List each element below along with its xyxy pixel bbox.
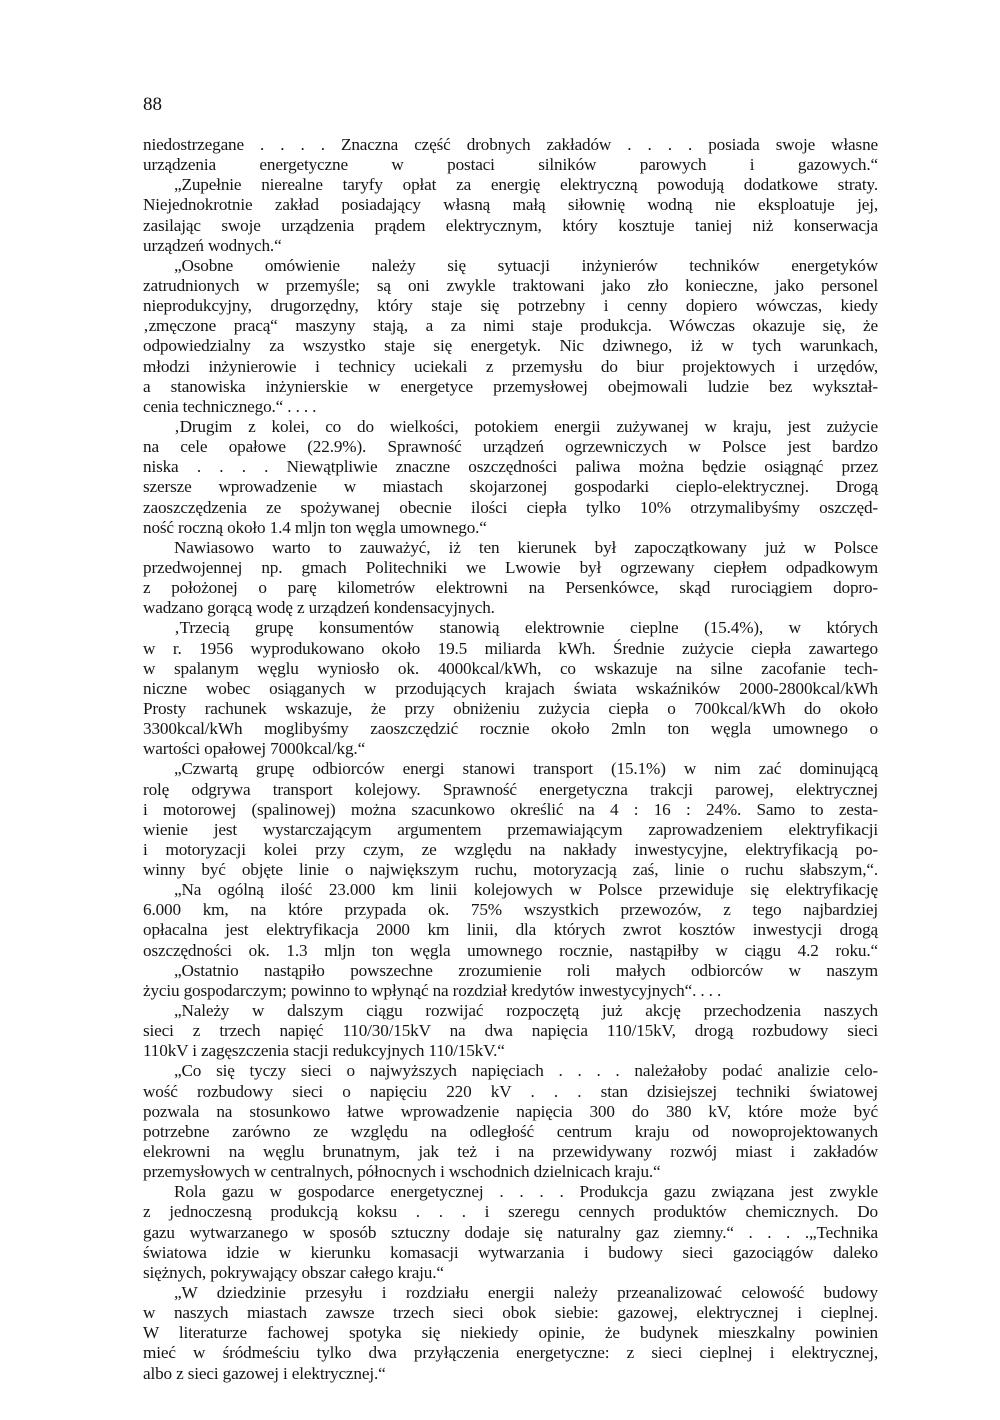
text-line: zasilając swoje urządzenia prądem elektrycznym, który kosztuje taniej niż konserwacja: [143, 215, 878, 235]
text-line: siężnych, pokrywający obszar całego kraju.“: [143, 1262, 444, 1282]
text-line: „W dziedzinie przesyłu i rozdziału energii należy przeanalizować celowość budowy: [174, 1283, 878, 1303]
text-line: pozwala na stosunkowo łatwe wprowadzenie napięcia 300 do 380 kV, które może być: [143, 1101, 878, 1121]
text-line: i motorowej (spalinowej) można szacunkowo określić na 4 : 16 : 24%. Samo to zesta-: [143, 799, 878, 819]
text-line: ‚zmęczone pracą“ maszyny stają, a za nimi staje produkcja. Wówczas okazuje się, że: [143, 316, 878, 336]
text-line: wartości opałowej 7000kcal/kg.“: [143, 739, 366, 759]
text-line: „Na ogólną ilość 23.000 km linii kolejowych w Polsce przewiduje się elektryfikację: [174, 880, 878, 900]
text-line: przemysłowych w centralnych, północnych i wschodnich dzielnicach kraju.“: [143, 1162, 661, 1182]
text-line: odpowiedzialny za wszystko staje się energetyk. Nic dziwnego, iż w tych warunkach,: [143, 336, 878, 356]
text-line: ‚Drugim z kolei, co do wielkości, potokiem energii zużywanej w kraju, jest zużycie: [174, 416, 878, 436]
text-line: urządzeń wodnych.“: [143, 235, 282, 255]
text-line: ność roczną około 1.4 mljn ton węgla umownego.“: [143, 517, 487, 537]
text-line: wienie jest wystarczającym argumentem przemawiającym zaprowadzeniem elektryfikacji: [143, 819, 878, 839]
text-line: W literaturze fachowej spotyka się niekiedy opinie, że budynek mieszkalny powinien: [143, 1323, 878, 1343]
text-line: wość rozbudowy sieci o napięciu 220 kV . . . stan dzisiejszej techniki światowej: [143, 1081, 878, 1101]
text-line: oszczędności ok. 1.3 mljn ton węgla umownego rocznie, nastąpiłby w ciągu 4.2 roku.“: [143, 940, 878, 960]
text-line: 110kV i zagęszczenia stacji redukcyjnych 110/15kV.“: [143, 1041, 505, 1061]
text-line: wadzano gorącą wodę z urządzeń kondensacyjnych.: [143, 598, 495, 618]
text-line: na cele opałowe (22.9%). Sprawność urządzeń ogrzewniczych w Polsce jest bardzo: [143, 437, 878, 457]
text-line: młodzi inżynierowie i technicy uciekali z przemysłu do biur projektowych i urzędów,: [143, 356, 878, 376]
text-line: rolę odgrywa transport kolejowy. Sprawność energetyczna trakcji parowej, elektrycznej: [143, 779, 878, 799]
text-line: opłacalna jest elektryfikacja 2000 km linii, dla których zwrot kosztów inwestycji drogą: [143, 920, 878, 940]
text-line: przedwojennej np. gmach Politechniki we Lwowie był ogrzewany ciepłem odpadkowym: [143, 557, 878, 577]
text-line: Niejednokrotnie zakład posiadający własną małą siłownię wodną nie eksploatuje jej,: [143, 195, 878, 215]
text-line: sieci z trzech napięć 110/30/15kV na dwa napięcia 110/15kV, drogą rozbudowy sieci: [143, 1021, 878, 1041]
text-line: w spalanym węglu wyniosło ok. 4000kcal/kWh, co wskazuje na silne zacofanie tech-: [143, 658, 878, 678]
text-line: życiu gospodarczym; powinno to wpłynąć na rozdział kredytów inwestycyjnych“. . . .: [143, 980, 722, 1000]
text-line: w naszych miastach zawsze trzech sieci obok siebie: gazowej, elektrycznej i cieplnej.: [143, 1303, 878, 1323]
text-line: „Ostatnio nastąpiło powszechne zrozumienie roli małych odbiorców w naszym: [174, 960, 878, 980]
text-line: „Co się tyczy sieci o najwyższych napięciach . . . . należałoby podać analizie celo-: [174, 1061, 878, 1081]
text-line: cenia technicznego.“ . . . .: [143, 396, 317, 416]
text-line: Prosty rachunek wskazuje, że przy obniżeniu zużycia ciepła o 700kcal/kWh do około: [143, 698, 878, 718]
text-line: „Zupełnie nierealne taryfy opłat za energię elektryczną powodują dodatkowe straty.: [174, 175, 878, 195]
text-line: w r. 1956 wyprodukowano około 19.5 miliarda kWh. Średnie zużycie ciepła zawartego: [143, 638, 878, 658]
text-line: 6.000 km, na które przypada ok. 75% wszystkich przewozów, z tego najbardziej: [143, 900, 878, 920]
body-text: [143, 135, 878, 1384]
text-line: a stanowiska inżynierskie w energetyce przemysłowej obejmowali ludzie bez wykształ-: [143, 376, 878, 396]
text-line: niska . . . . Niewątpliwie znaczne oszczędności paliwa można będzie osiągnąć przez: [143, 457, 878, 477]
text-line: mieć w śródmeściu tylko dwa przyłączenia energetyczne: z sieci cieplnej i elektrycznej,: [143, 1343, 878, 1363]
text-line: „Czwartą grupę odbiorców energi stanowi transport (15.1%) w nim zać dominującą: [174, 759, 878, 779]
text-line: Rola gazu w gospodarce energetycznej . . . . Produkcja gazu związana jest zwykle: [174, 1182, 878, 1202]
text-line: ‚Trzecią grupę konsumentów stanowią elektrownie cieplne (15.4%), w których: [174, 618, 878, 638]
text-line: „Należy w dalszym ciągu rozwijać rozpoczętą już akcję przechodzenia naszych: [174, 1001, 878, 1021]
text-line: gazu wytwarzanego w sposób sztuczny dodaje się naturalny gaz ziemny.“ . . . .„Technika: [143, 1222, 878, 1242]
text-line: niedostrzegane . . . . Znaczna część drobnych zakładów . . . . posiada swoje własne: [143, 135, 878, 154]
text-line: elekrowni na węglu brunatnym, jak też i na przewidywany rozwój miast i zakładów: [143, 1142, 878, 1162]
text-line: zatrudnionych w przemyśle; są oni zwykle traktowani jako zło konieczne, jako personel: [143, 275, 878, 295]
text-line: Nawiasowo warto to zauważyć, iż ten kierunek był zapoczątkowany już w Polsce: [174, 537, 878, 557]
text-line: albo z sieci gazowej i elektrycznej.“: [143, 1363, 386, 1383]
text-line: zaoszczędzenia ze spożywanej obecnie ilości ciepła tylko 10% otrzymalibyśmy oszczęd-: [143, 497, 878, 517]
text-line: potrzebne zarówno ze względu na odległość centrum kraju od nowoprojektowanych: [143, 1121, 878, 1141]
text-line: z położonej o parę kilometrów elektrowni na Persenkówce, skąd rurociągiem dopro-: [143, 578, 878, 598]
text-line: winny być objęte linie o największym ruchu, motoryzacją zaś, linie o ruchu słabszym,“.: [143, 860, 878, 880]
text-line: i motoryzacji kolei przy czym, ze względu na nakłady inwestycyjne, elektryfikacją po-: [143, 839, 878, 859]
text-line: „Osobne omówienie należy się sytuacji inżynierów techników energetyków: [174, 255, 878, 275]
text-line: urządzenia energetyczne w postaci silników parowych i gazowych.“: [143, 155, 878, 175]
text-line: 3300kcal/kWh moglibyśmy zaoszczędzić rocznie około 2mln ton węgla umownego o: [143, 719, 878, 739]
text-line: z jednoczesną produkcją koksu . . . i szeregu cennych produktów chemicznych. Do: [143, 1202, 878, 1222]
text-line: światowa idzie w kierunku komasacji wytwarzania i budowy sieci gazociągów daleko: [143, 1242, 878, 1262]
text-line: niczne wobec osiąganych w przodujących krajach świata wskaźników 2000-2800kcal/kWh: [143, 678, 878, 698]
text-line: nieprodukcyjny, drugorzędny, który staje się potrzebny i cenny dopiero wówczas, kiedy: [143, 296, 878, 316]
page-number: 88: [143, 94, 162, 115]
text-line: szersze wprowadzenie w miastach skojarzonej gospodarki cieplo-elektrycznej. Drogą: [143, 477, 878, 497]
